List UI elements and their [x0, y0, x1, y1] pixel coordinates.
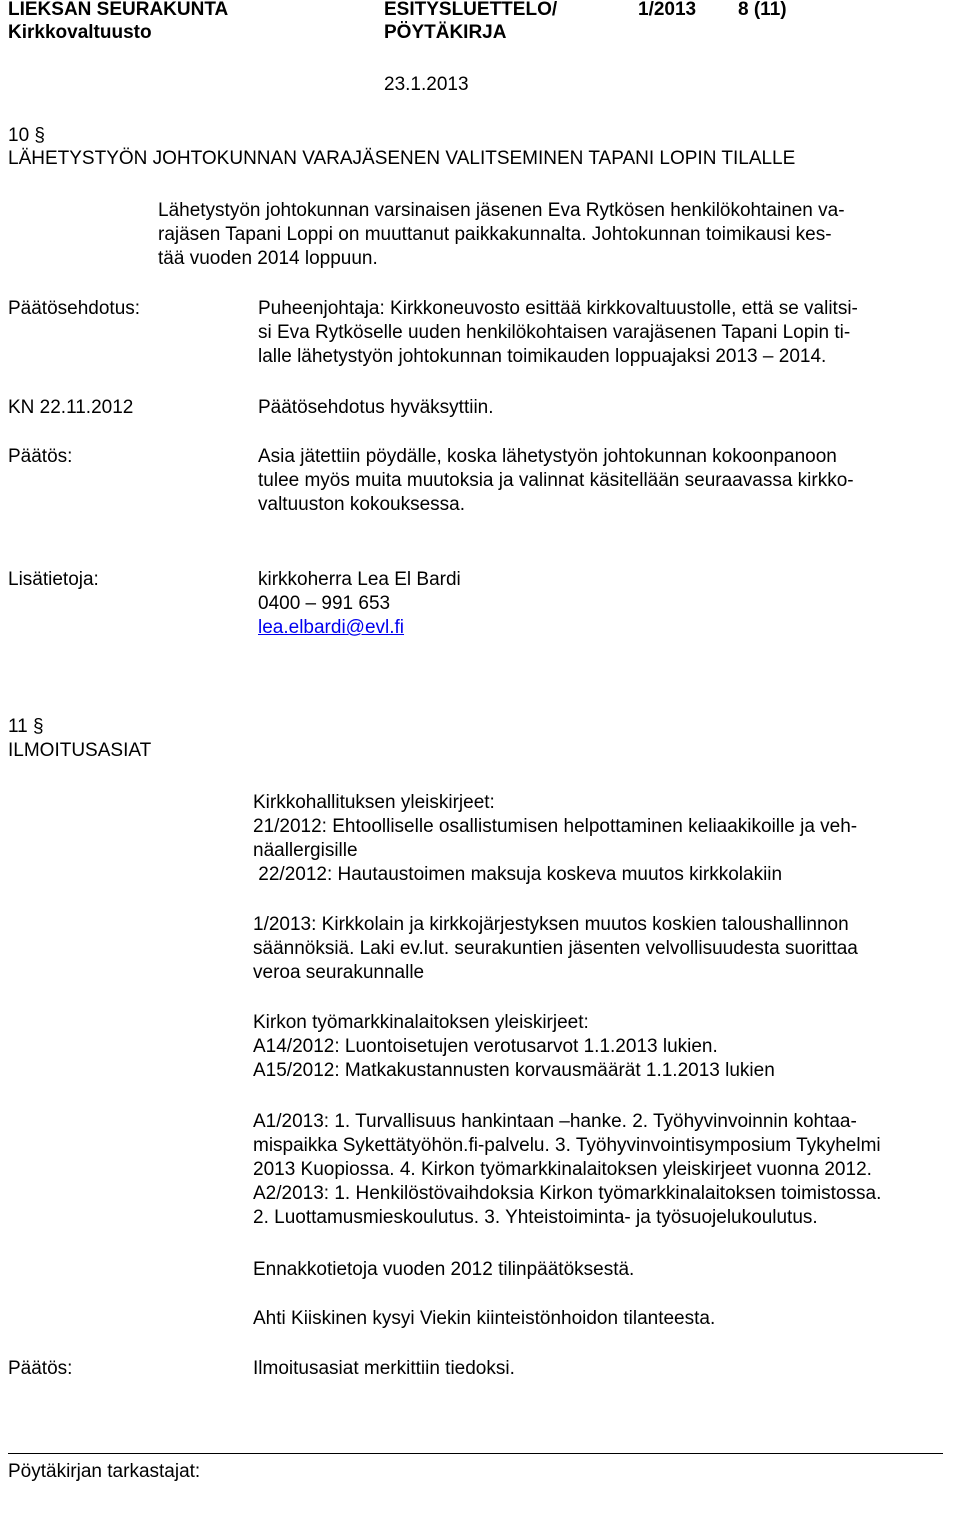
info-label: Lisätietoja: — [8, 569, 99, 590]
notice-line: näallergisille — [253, 840, 358, 861]
proposal-line: Puheenjohtaja: Kirkkoneuvosto esittää kirkkovaltuustolle, että se valitsi- — [258, 298, 858, 319]
notice-group-3 — [253, 1011, 775, 1083]
notice-line: Kirkkohallituksen yleiskirjeet: — [253, 792, 495, 813]
notice-item-5: Ennakkotietoja vuoden 2012 tilinpäätöksestä. — [253, 1259, 635, 1280]
notice-line: 2013 Kuopiossa. 4. Kirkon työmarkkinalaitoksen yleiskirjeet vuonna 2012. — [253, 1159, 872, 1180]
decision-text-11: Ilmoitusasiat merkittiin tiedoksi. — [253, 1358, 515, 1379]
contact-email-link[interactable]: lea.elbardi@evl.fi — [258, 617, 405, 638]
notice-group-4 — [253, 1110, 881, 1230]
notice-line: mispaikka Sykettätyöhön.fi-palvelu. 3. Työhyvinvointisymposium Tykyhelmi — [253, 1135, 881, 1156]
notice-line: 22/2012: Hautaustoimen maksuja koskeva muutos kirkkolakiin — [253, 864, 783, 885]
intro-line: tää vuoden 2014 loppuun. — [158, 248, 378, 269]
notice-line: 21/2012: Ehtoolliselle osallistumisen helpottaminen keliaakikoille ja veh- — [253, 816, 858, 837]
section-10-title: LÄHETYSTYÖN JOHTOKUNNAN VARAJÄSENEN VALITSEMINEN TAPANI LOPIN TILALLE — [8, 148, 796, 169]
decision-label-11: Päätös: — [8, 1358, 73, 1379]
org-name: LIEKSAN SEURAKUNTA — [8, 0, 229, 20]
kn-decision: Päätösehdotus hyväksyttiin. — [258, 397, 494, 418]
page-number: 8 (11) — [738, 0, 787, 20]
decision-line: valtuuston kokouksessa. — [258, 494, 466, 515]
notice-line: Kirkon työmarkkinalaitoksen yleiskirjeet: — [253, 1012, 589, 1033]
proposal-line: si Eva Rytköselle uuden henkilökohtaisen varajäsenen Tapani Lopin ti- — [258, 322, 851, 343]
footer-label: Pöytäkirjan tarkastajat: — [8, 1461, 201, 1482]
notice-line: 2. Luottamusmieskoulutus. 3. Yhteistoiminta- ja työsuojelukoulutus. — [253, 1207, 818, 1228]
kn-date-label: KN 22.11.2012 — [8, 397, 134, 418]
doc-type-line1: ESITYSLUETTELO/ — [384, 0, 558, 20]
proposal-label: Päätösehdotus: — [8, 298, 141, 319]
contact-name: kirkkoherra Lea El Bardi — [258, 569, 461, 590]
contact-info — [258, 568, 461, 640]
notice-group-2 — [253, 913, 858, 985]
proposal-line: lalle lähetystyön johtokunnan toimikauden loppuajaksi 2013 – 2014. — [258, 346, 827, 367]
notice-line: säännöksiä. Laki ev.lut. seurakuntien jäsenten velvollisuudesta suorittaa — [253, 938, 858, 959]
section-11-title: ILMOITUSASIAT — [8, 740, 152, 761]
meeting-date: 23.1.2013 — [384, 74, 469, 95]
notice-line: 1/2013: Kirkkolain ja kirkkojärjestyksen muutos koskien taloushallinnon — [253, 914, 849, 935]
notice-line: A1/2013: 1. Turvallisuus hankintaan –hanke. 2. Työhyvinvoinnin kohtaa- — [253, 1111, 857, 1132]
section-11-number: 11 § — [8, 716, 44, 737]
decision-label: Päätös: — [8, 446, 73, 467]
section-10-intro — [158, 199, 845, 271]
notice-line: A14/2012: Luontoisetujen verotusarvot 1.1.2013 lukien. — [253, 1036, 718, 1057]
proposal-text — [258, 297, 858, 369]
section-10-number: 10 § — [8, 125, 45, 146]
footer-divider — [8, 1453, 943, 1454]
decision-line: tulee myös muita muutoksia ja valinnat käsitellään seuraavassa kirkko- — [258, 470, 854, 491]
notice-group-1 — [253, 791, 857, 887]
decision-text — [258, 445, 854, 517]
decision-line: Asia jätettiin pöydälle, koska lähetystyön johtokunnan kokoonpanoon — [258, 446, 837, 467]
doc-type-line2: PÖYTÄKIRJA — [384, 22, 507, 43]
intro-line: rajäsen Tapani Loppi on muuttanut paikkakunnalta. Johtokunnan toimikausi kes- — [158, 224, 832, 245]
doc-number: 1/2013 — [638, 0, 697, 20]
contact-phone: 0400 – 991 653 — [258, 593, 391, 614]
body-name: Kirkkovaltuusto — [8, 22, 152, 43]
intro-line: Lähetystyön johtokunnan varsinaisen jäsenen Eva Rytkösen henkilökohtainen va- — [158, 200, 845, 221]
notice-line: A2/2013: 1. Henkilöstövaihdoksia Kirkon työmarkkinalaitoksen toimistossa. — [253, 1183, 882, 1204]
notice-item-6: Ahti Kiiskinen kysyi Viekin kiinteistönhoidon tilanteesta. — [253, 1308, 716, 1329]
notice-line: A15/2012: Matkakustannusten korvausmäärät 1.1.2013 lukien — [253, 1060, 775, 1081]
notice-line: veroa seurakunnalle — [253, 962, 425, 983]
